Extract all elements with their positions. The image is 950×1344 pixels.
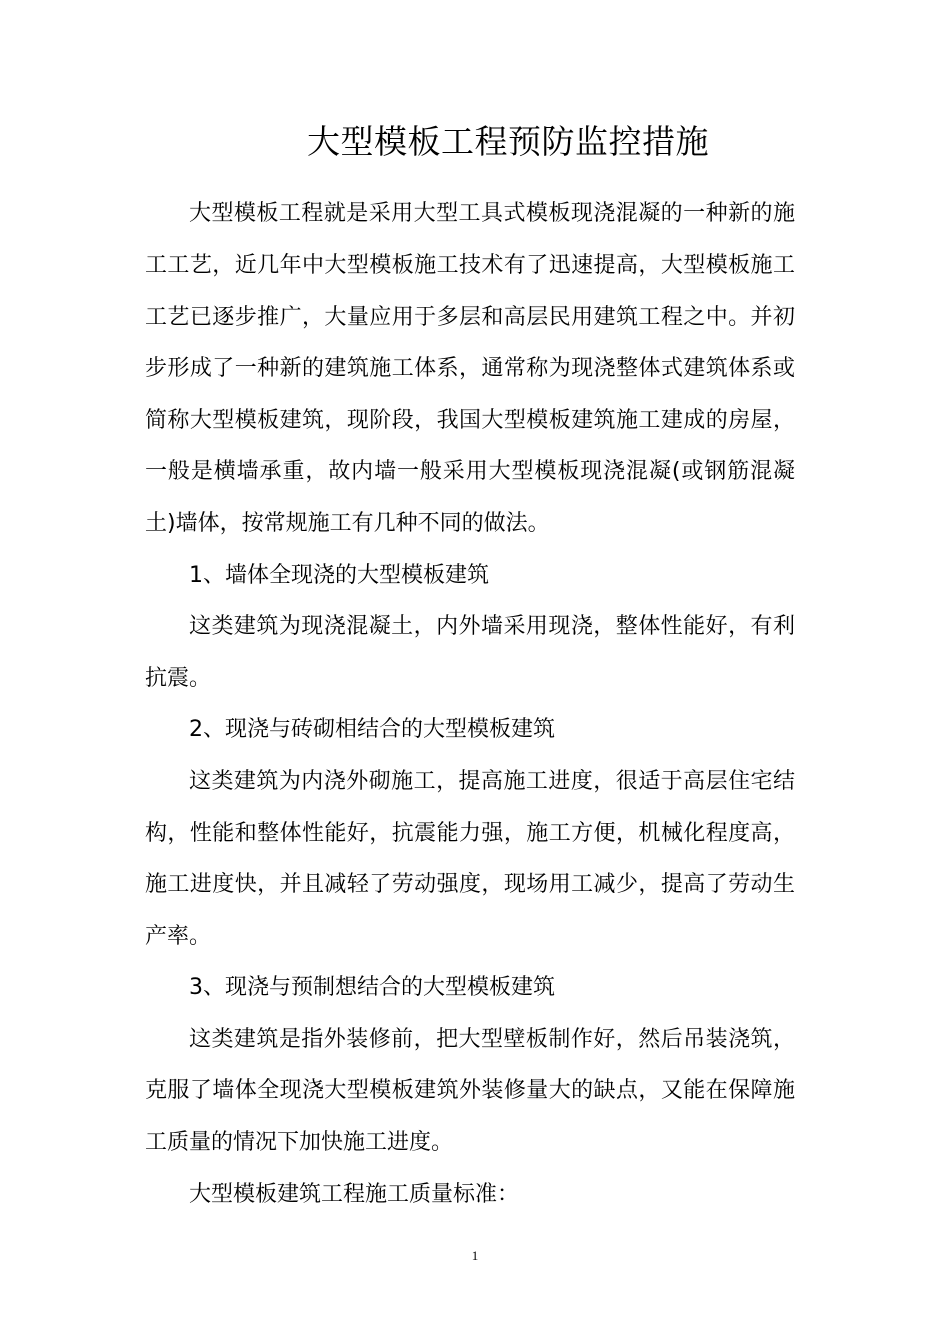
paragraph-3-line-2: 构，性能和整体性能好，抗震能力强，施工方便，机械化程度高， <box>145 821 795 846</box>
paragraph-3-line-1: 这类建筑为内浇外砌施工，提高施工进度，很适于高层住宅结 <box>189 769 795 794</box>
section-heading-3: 3、现浇与预制想结合的大型模板建筑 <box>189 975 555 1000</box>
paragraph-1-line-5: 简称大型模板建筑，现阶段，我国大型模板建筑施工建成的房屋， <box>145 408 795 433</box>
paragraph-1-line-1: 大型模板工程就是采用大型工具式模板现浇混凝的一种新的施 <box>189 201 795 226</box>
section-heading-1: 1、墙体全现浇的大型模板建筑 <box>189 563 489 588</box>
document-title: 大型模板工程预防监控措施 <box>307 122 709 161</box>
paragraph-1-line-6: 一般是横墙承重，故内墙一般采用大型模板现浇混凝(或钢筋混凝 <box>145 459 795 484</box>
paragraph-2-line-1: 这类建筑为现浇混凝土，内外墙采用现浇，整体性能好，有利 <box>189 614 795 639</box>
paragraph-1-line-3: 工艺已逐步推广，大量应用于多层和高层民用建筑工程之中。并初 <box>145 305 795 330</box>
paragraph-1-line-7: 土)墙体，按常规施工有几种不同的做法。 <box>145 511 550 536</box>
paragraph-4-line-3: 工质量的情况下加快施工进度。 <box>145 1130 454 1155</box>
paragraph-3-line-4: 产率。 <box>145 924 212 949</box>
section-heading-2: 2、现浇与砖砌相结合的大型模板建筑 <box>189 717 555 742</box>
paragraph-4-line-1: 这类建筑是指外装修前，把大型壁板制作好，然后吊装浇筑， <box>189 1027 795 1052</box>
paragraph-4-line-2: 克服了墙体全现浇大型模板建筑外装修量大的缺点，又能在保障施 <box>145 1078 795 1103</box>
page-number: 1 <box>471 1248 479 1263</box>
quality-standard-heading: 大型模板建筑工程施工质量标准： <box>189 1182 520 1207</box>
paragraph-1-line-2: 工工艺，近几年中大型模板施工技术有了迅速提高，大型模板施工 <box>145 253 795 278</box>
paragraph-3-line-3: 施工进度快，并且减轻了劳动强度，现场用工减少，提高了劳动生 <box>145 872 795 897</box>
paragraph-1-line-4: 步形成了一种新的建筑施工体系，通常称为现浇整体式建筑体系或 <box>145 356 795 381</box>
paragraph-2-line-2: 抗震。 <box>145 666 212 691</box>
